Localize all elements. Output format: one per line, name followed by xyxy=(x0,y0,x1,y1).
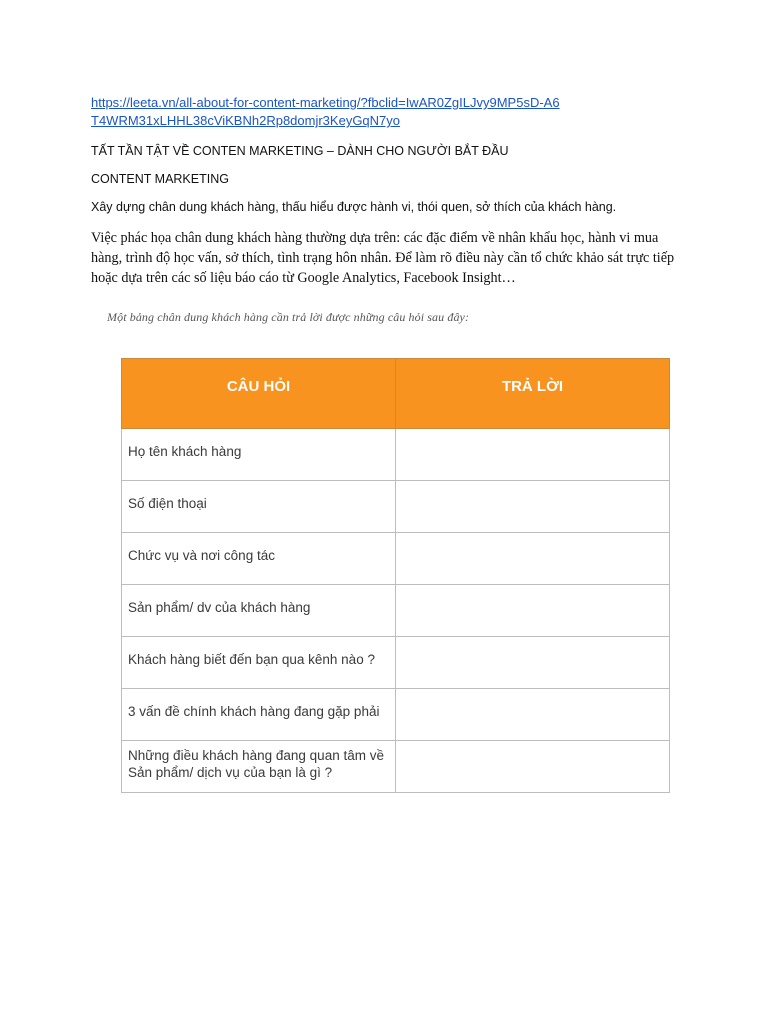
answer-cell xyxy=(396,741,670,793)
answer-cell xyxy=(396,533,670,585)
header-question: CÂU HỎI xyxy=(122,359,396,429)
figure-caption: Một bảng chân dung khách hàng cần trả lời được những câu hỏi sau đây: xyxy=(107,310,470,324)
answer-cell xyxy=(396,637,670,689)
question-cell: 3 vấn đề chính khách hàng đang gặp phải xyxy=(122,689,396,741)
table-row xyxy=(122,689,670,741)
intro-paragraph: Xây dựng chân dung khách hàng, thấu hiểu được hành vi, thói quen, sở thích của khách hàng. xyxy=(91,200,617,214)
table-row xyxy=(122,481,670,533)
table-header-row xyxy=(122,359,670,429)
answer-cell xyxy=(396,481,670,533)
question-cell: Chức vụ và nơi công tác xyxy=(122,533,396,585)
question-cell: Họ tên khách hàng xyxy=(122,429,396,481)
question-cell: Sản phẩm/ dv của khách hàng xyxy=(122,585,396,637)
header-answer: TRẢ LỜI xyxy=(396,359,670,429)
answer-cell xyxy=(396,585,670,637)
table-row xyxy=(122,585,670,637)
document-heading: TẤT TẦN TẬT VỀ CONTEN MARKETING – DÀNH CHO NGƯỜI BẮT ĐẦU xyxy=(91,144,509,158)
answer-cell xyxy=(396,429,670,481)
question-table xyxy=(121,358,670,793)
customer-portrait-table xyxy=(121,358,670,780)
question-cell: Những điều khách hàng đang quan tâm về Sản phẩm/ dịch vụ của bạn là gì ? xyxy=(122,741,396,793)
table-row xyxy=(122,741,670,793)
question-cell: Khách hàng biết đến bạn qua kênh nào ? xyxy=(122,637,396,689)
table-row xyxy=(122,533,670,585)
table-row xyxy=(122,429,670,481)
answer-cell xyxy=(396,689,670,741)
section-title: CONTENT MARKETING xyxy=(91,172,229,186)
question-cell: Số điện thoại xyxy=(122,481,396,533)
source-link[interactable]: https://leeta.vn/all-about-for-content-marketing/?fbclid=IwAR0ZgILJvy9MP5sD-A6T4WRM31xLHHL38cViKBNh2Rp8domjr3KeyGqN7yo xyxy=(91,95,560,128)
description-paragraph: Việc phác họa chân dung khách hàng thường dựa trên: các đặc điểm về nhân khẩu học, hành vi mua hàng, trình độ học vấn, sở thích, tình trạng hôn nhân. Để làm rõ điều này cần tổ chức khảo sát trực tiếp hoặc dựa trên các số liệu báo cáo từ Google Analytics, Facebook Insight… xyxy=(91,230,675,286)
table-row xyxy=(122,637,670,689)
